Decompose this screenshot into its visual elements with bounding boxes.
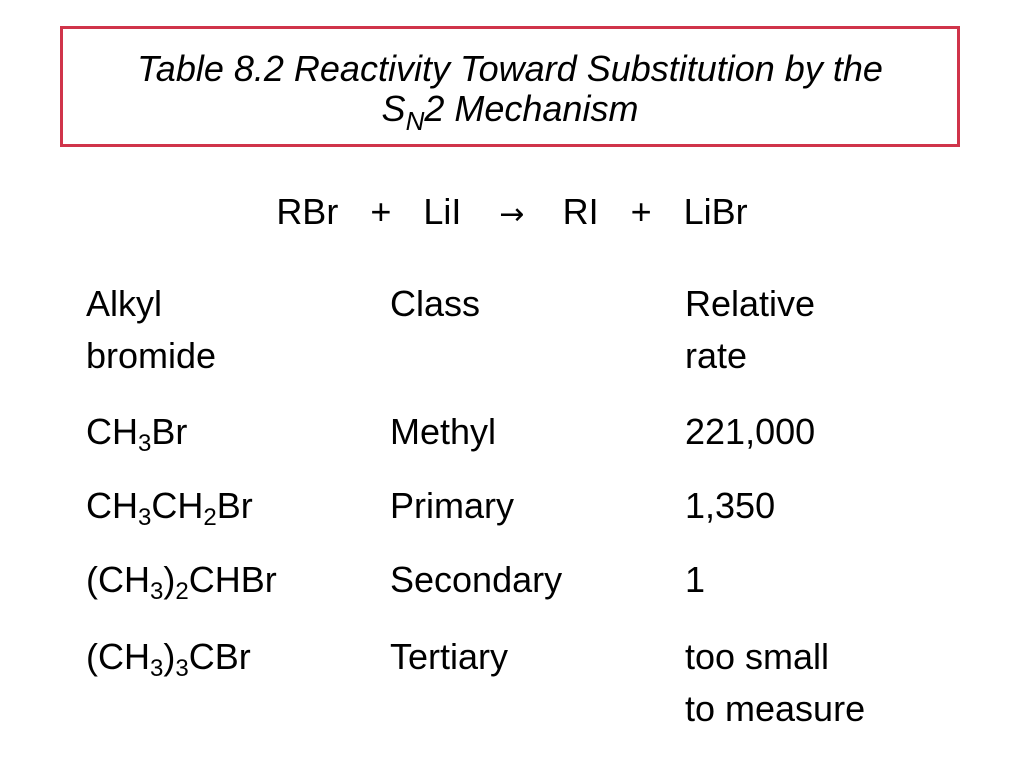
formula-text: CH bbox=[86, 411, 138, 452]
reactant-alkyl-bromide: RBr bbox=[276, 191, 339, 232]
title-s-letter: S bbox=[381, 88, 406, 129]
formula-text: ) bbox=[163, 636, 176, 677]
plus-sign-1: + bbox=[370, 191, 392, 232]
formula-subscript: 2 bbox=[203, 504, 217, 531]
formula-text: CH bbox=[151, 485, 204, 526]
header-alkyl-bromide bbox=[86, 278, 216, 382]
formula-subscript: 3 bbox=[175, 655, 189, 682]
row-1-rate: 221,000 bbox=[685, 411, 816, 452]
row-4-class: Tertiary bbox=[390, 636, 509, 677]
formula-text: CHBr bbox=[188, 559, 277, 600]
formula-subscript: 2 bbox=[175, 578, 189, 605]
row-3-class: Secondary bbox=[390, 559, 563, 600]
formula-text: Br bbox=[151, 411, 188, 452]
reaction-arrow-icon: → bbox=[499, 197, 525, 232]
formula-subscript: 3 bbox=[149, 655, 164, 682]
row-1-class: Methyl bbox=[390, 411, 497, 452]
header-relative-rate bbox=[685, 278, 815, 382]
row-1-formula bbox=[86, 406, 187, 458]
row-4-rate bbox=[685, 631, 865, 735]
formula-text: ) bbox=[163, 559, 176, 600]
reaction-equation bbox=[0, 190, 1024, 237]
title-box bbox=[60, 26, 960, 147]
row-3-rate: 1 bbox=[685, 559, 706, 600]
row-2-rate: 1,350 bbox=[685, 485, 776, 526]
reactant-lithium-iodide: LiI bbox=[423, 191, 462, 232]
formula-subscript: 3 bbox=[138, 430, 152, 457]
formula-subscript: 3 bbox=[149, 578, 164, 605]
row-4-rate-line-1: too small bbox=[685, 636, 830, 677]
title-subscript-n: N bbox=[405, 106, 425, 136]
header-alkyl-line-1: Alkyl bbox=[86, 283, 163, 324]
row-2-formula bbox=[86, 480, 253, 532]
header-class: Class bbox=[390, 283, 481, 324]
header-alkyl-line-2: bromide bbox=[86, 335, 217, 376]
formula-text: (CH bbox=[86, 636, 150, 677]
row-4-rate-line-2: to measure bbox=[685, 688, 866, 729]
formula-text: CH bbox=[86, 485, 138, 526]
title-mechanism-text: 2 Mechanism bbox=[424, 88, 639, 129]
row-4-formula bbox=[86, 631, 251, 683]
title-line-1: Table 8.2 Reactivity Toward Substitution by the bbox=[137, 48, 883, 89]
product-lithium-bromide: LiBr bbox=[683, 191, 748, 232]
row-3-formula bbox=[86, 554, 277, 606]
header-rate-line-1: Relative bbox=[685, 283, 816, 324]
formula-text: CBr bbox=[188, 636, 251, 677]
formula-text: Br bbox=[216, 485, 253, 526]
formula-text: (CH bbox=[86, 559, 150, 600]
product-alkyl-iodide: RI bbox=[562, 191, 599, 232]
header-rate-line-2: rate bbox=[685, 335, 748, 376]
title-line-2 bbox=[63, 88, 957, 136]
formula-subscript: 3 bbox=[138, 504, 152, 531]
row-2-class: Primary bbox=[390, 485, 514, 526]
plus-sign-2: + bbox=[630, 191, 652, 232]
